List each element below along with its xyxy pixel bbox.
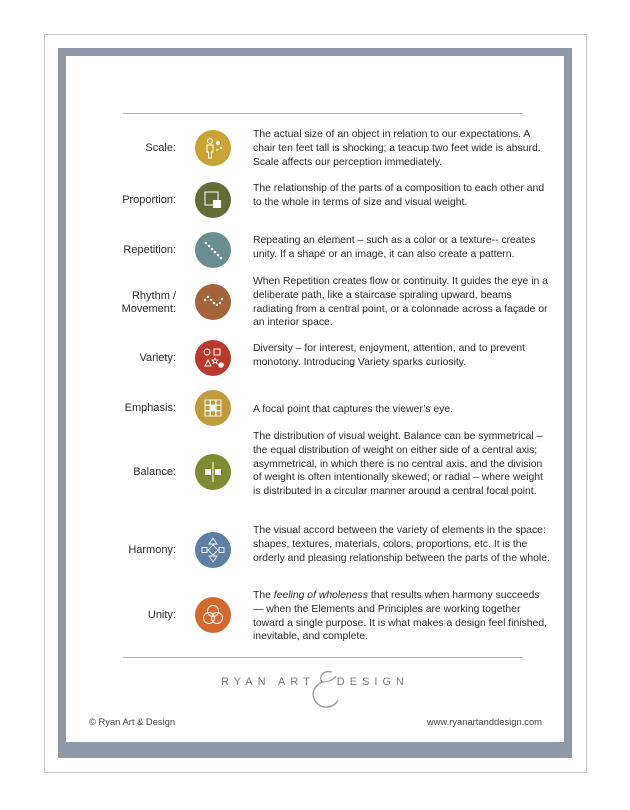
balance-icon bbox=[195, 454, 231, 490]
term-label: Harmony: bbox=[128, 544, 176, 556]
term-label: Repetition: bbox=[123, 244, 176, 256]
term-label: Emphasis: bbox=[124, 402, 176, 414]
description-lead: The bbox=[253, 590, 274, 601]
term-label: Variety: bbox=[139, 352, 176, 364]
variety-icon bbox=[195, 340, 231, 376]
term-label: Unity: bbox=[147, 609, 176, 621]
term-label: Proportion: bbox=[122, 194, 176, 206]
unity-icon bbox=[195, 597, 231, 633]
page-frame bbox=[58, 48, 572, 758]
top-divider bbox=[123, 113, 523, 114]
footer-website-link[interactable]: www.ryanartanddesign.com bbox=[426, 716, 542, 727]
description: Diversity – for interest, enjoyment, attention, and to prevent monotony. Introducing Variety sparks curiosity. bbox=[253, 343, 526, 368]
scale-icon bbox=[195, 130, 231, 166]
description: A focal point that captures the viewer’s eye. bbox=[253, 404, 454, 415]
description-rest: that results when harmony succeeds — when the Elements and Principles are working together toward a single purpose. It is what makes a design feel finished, inevitable, and complete. bbox=[253, 590, 547, 643]
bottom-divider bbox=[123, 657, 523, 658]
term-label bbox=[66, 290, 176, 316]
description: The relationship of the parts of a composition to each other and to the whole in terms of size and visual weight. bbox=[253, 183, 545, 208]
description: The distribution of visual weight. Balance can be symmetrical – the equal distribution of weight on either side of a central axis; asymmetrical, in which there is no central axis, and the division of weight is often intentionally skewed; or radial – where weight is distributed in a circular manner around a central focal point. bbox=[253, 431, 543, 498]
description: The visual accord between the variety of elements in the space: shapes, textures, materials, colors, proportions, etc. It is the orderly and pleasing relationship between the parts of the whole. bbox=[253, 525, 550, 564]
description: Repeating an element – such as a color or a texture-- creates unity. If a shape or an image, it can also create a pattern. bbox=[253, 235, 536, 260]
emphasis-icon bbox=[195, 390, 231, 426]
document-page bbox=[66, 56, 564, 742]
description-emphasis: feeling of wholeness bbox=[273, 590, 368, 601]
term-line-1: Rhythm / bbox=[131, 290, 176, 302]
brand-right: DESIGN bbox=[336, 676, 409, 688]
proportion-icon bbox=[195, 182, 231, 218]
description: When Repetition creates flow or continuity. It guides the eye in a deliberate path, like a staircase spiraling upward, beams radiating from a central point, or a colonnade across a façade or an interior space. bbox=[253, 276, 548, 329]
term-label: Scale: bbox=[145, 142, 176, 154]
harmony-icon bbox=[195, 532, 231, 568]
term-line-2: Movement: bbox=[121, 303, 176, 315]
brand-left: RYAN ART bbox=[221, 676, 315, 688]
ampersand-logo-icon bbox=[306, 668, 346, 718]
footer-copyright: © Ryan Art & Design bbox=[89, 716, 176, 727]
description: The actual size of an object in relation to our expectations. A chair ten feet tall is shocking; a teacup two feet wide is absurd. Scale affects our perception immediately. bbox=[253, 129, 541, 168]
description bbox=[253, 589, 551, 644]
repetition-icon bbox=[195, 232, 231, 268]
term-label: Balance: bbox=[133, 466, 176, 478]
rhythm-icon bbox=[195, 284, 231, 320]
